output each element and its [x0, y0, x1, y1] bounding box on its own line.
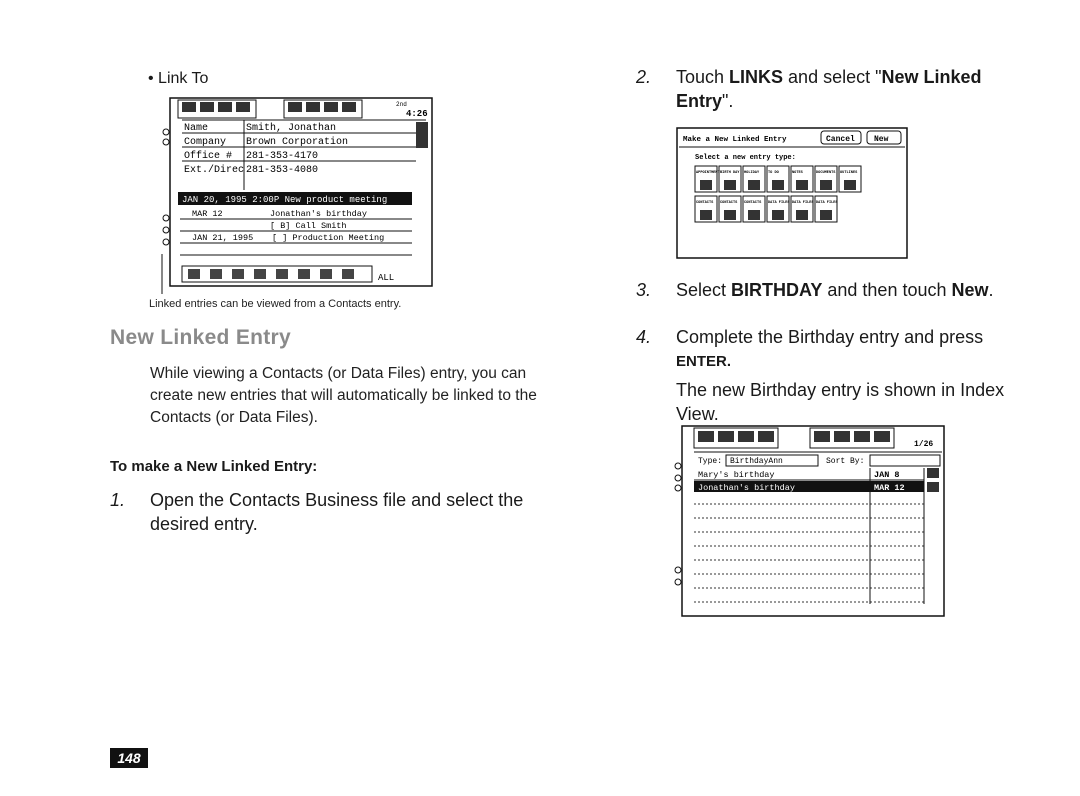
step-4: 4. Complete the Birthday entry and press ENTER. The new Birthday entry is shown in Index View. — [636, 325, 1056, 425]
svg-text:Ext./Direc: Ext./Direc — [184, 165, 245, 176]
svg-text:CONTACTS: CONTACTS — [696, 201, 714, 205]
step-4-result: The new Birthday entry is shown in Index View. — [676, 380, 1005, 424]
step-number: 2. — [636, 67, 652, 87]
svg-text:Jonathan's birthday: Jonathan's birthday — [698, 483, 795, 493]
step-1 — [110, 488, 550, 548]
section-heading: New Linked Entry — [110, 326, 292, 349]
svg-text:DATA FILES: DATA FILES — [768, 201, 790, 205]
svg-text:[ ] Production Meeting: [ ] Production Meeting — [272, 233, 385, 243]
svg-text:Smith, Jonathan: Smith, Jonathan — [246, 123, 337, 134]
step-text: Open the Contacts Business file and select the desired entry. — [150, 490, 524, 534]
svg-text:Jonathan's birthday: Jonathan's birthday — [270, 209, 367, 219]
page-number: 148 — [110, 748, 148, 768]
svg-text:Mary's birthday: Mary's birthday — [698, 470, 775, 480]
new-linked-entry-dialog-screenshot — [675, 126, 911, 262]
svg-text:Name: Name — [184, 123, 209, 134]
svg-text:BIRTH DAY: BIRTH DAY — [720, 171, 740, 175]
svg-text:281-353-4170: 281-353-4170 — [246, 151, 319, 162]
svg-text:ALL: ALL — [378, 273, 395, 283]
svg-text:JAN 8: JAN 8 — [874, 470, 900, 480]
screen1-links-header: JAN 20, 1995 2:00P New product meeting — [182, 195, 388, 205]
svg-text:HOLIDAY: HOLIDAY — [744, 171, 760, 175]
dialog-title: Make a New Linked Entry — [683, 136, 787, 144]
svg-text:TO DO: TO DO — [768, 171, 779, 175]
index-view-screenshot — [674, 424, 946, 620]
svg-text:APPOINTMENT: APPOINTMENT — [696, 171, 720, 175]
svg-text:DOCUMENTS: DOCUMENTS — [816, 171, 836, 175]
screen1-time: 4:26 — [406, 109, 428, 119]
enter-keyword: ENTER. — [676, 353, 732, 370]
record-count: 1/26 — [914, 440, 934, 449]
link-to-bullet: • Link To — [148, 70, 209, 87]
type-select: BirthdayAnn — [730, 457, 783, 466]
svg-text:CONTACTS: CONTACTS — [744, 201, 762, 205]
svg-text:NOTES: NOTES — [792, 171, 803, 175]
svg-text:Office #: Office # — [184, 151, 233, 162]
new-button: New — [874, 135, 889, 144]
step-number: 3. — [636, 280, 652, 300]
step-number: 1. — [110, 490, 126, 510]
svg-text:Company: Company — [184, 137, 227, 148]
svg-text:Sort By:: Sort By: — [826, 457, 865, 466]
svg-text:[ B] Call Smith: [ B] Call Smith — [270, 221, 347, 231]
screenshot-caption: Linked entries can be viewed from a Contacts entry. — [149, 298, 402, 310]
svg-text:MAR 12: MAR 12 — [874, 483, 905, 493]
svg-text:OUTLINES: OUTLINES — [840, 171, 858, 175]
links-keyword: LINKS — [729, 67, 784, 87]
svg-text:Type:: Type: — [698, 457, 723, 466]
step-3: 3. Select BIRTHDAY and then touch New. — [636, 280, 994, 300]
birthday-keyword: BIRTHDAY — [731, 280, 823, 300]
svg-text:MAR 12: MAR 12 — [192, 209, 223, 219]
new-keyword: New — [951, 280, 989, 300]
intro-paragraph: While viewing a Contacts (or Data Files) entry, you can create new entries that will automatically be linked to the Contacts (or Data Files). — [150, 365, 537, 426]
svg-text:DATA FILES: DATA FILES — [816, 201, 838, 205]
cancel-button: Cancel — [826, 135, 855, 144]
svg-text:DATA FILES: DATA FILES — [792, 201, 814, 205]
step-2: 2. Touch LINKS and select "New Linked Entry". — [636, 67, 982, 111]
svg-text:JAN 21, 1995: JAN 21, 1995 — [192, 233, 254, 243]
svg-text:281-353-4080: 281-353-4080 — [246, 165, 319, 176]
dialog-prompt: Select a new entry type: — [695, 154, 796, 162]
contacts-entry-screenshot — [160, 94, 440, 294]
svg-text:Brown Corporation: Brown Corporation — [246, 137, 349, 148]
screen1-indicator: 2nd — [396, 101, 407, 108]
svg-text:CONTACTS: CONTACTS — [720, 201, 738, 205]
new-linked-entry-keyword: New Linked Entry — [676, 67, 982, 111]
step-number: 4. — [636, 327, 652, 347]
procedure-subheading: To make a New Linked Entry: — [110, 458, 318, 475]
